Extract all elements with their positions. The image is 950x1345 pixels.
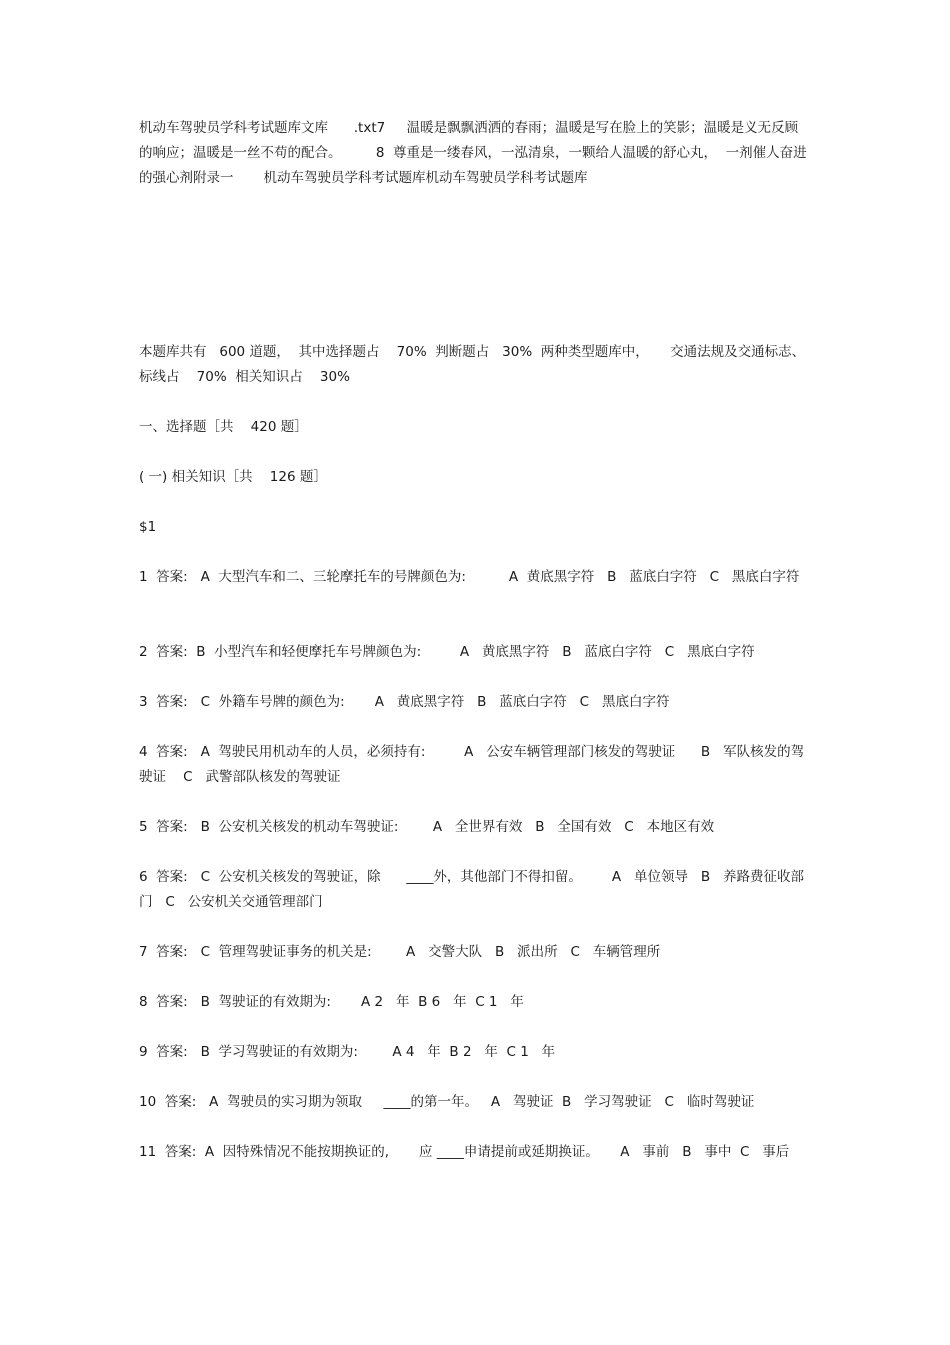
question-item: 6 答案: C 公安机关核发的驾驶证，除 ____外，其他部门不得扣留。 A 单位领导 B 养路费征收部门 C 公安机关交通管理部门 xyxy=(139,869,805,910)
question-item: 8 答案: B 驾驶证的有效期为: A 2 年 B 6 年 C 1 年 xyxy=(139,994,524,1010)
section-heading: 一、选择题［共 420 题］ xyxy=(139,419,308,435)
question-item: 9 答案: B 学习驾驶证的有效期为: A 4 年 B 2 年 C 1 年 xyxy=(139,1044,556,1060)
question-item: 5 答案: B 公安机关核发的机动车驾驶证: A 全世界有效 B 全国有效 C 本地区有效 xyxy=(139,819,715,835)
question-item: 7 答案: C 管理驾驶证事务的机关是: A 交警大队 B 派出所 C 车辆管理所 xyxy=(139,944,661,960)
question-item: 4 答案: A 驾驶民用机动车的人员，必须持有: A 公安车辆管理部门核发的驾驶证 B 军队核发的驾驶证 C 武警部队核发的驾驶证 xyxy=(139,744,805,785)
question-item: 3 答案: C 外籍车号牌的颜色为: A 黄底黑字符 B 蓝底白字符 C 黑底白字符 xyxy=(139,694,670,710)
question-item: 2 答案: B 小型汽车和轻便摩托车号牌颜色为: A 黄底黑字符 B 蓝底白字符 C 黑底白字符 xyxy=(139,644,755,660)
question-item: 11 答案: A 因特殊情况不能按期换证的, 应 ____申请提前或延期换证。 A 事前 B 事中 C 事后 xyxy=(139,1144,790,1160)
question-item: 10 答案: A 驾驶员的实习期为领取 ____的第一年。 A 驾驶证 B 学习驾驶证 C 临时驾驶证 xyxy=(139,1094,755,1110)
subsection-heading: ( 一) 相关知识［共 126 题］ xyxy=(139,469,327,485)
question-item: 1 答案: A 大型汽车和二、三轮摩托车的号牌颜色为: A 黄底黑字符 B 蓝底白字符 C 黑底白字符 xyxy=(139,569,800,585)
intro-paragraph: 机动车驾驶员学科考试题库文库 .txt7 温暖是飘飘洒洒的春雨；温暖是写在脸上的笑影；温暖是义无反顾的响应；温暖是一丝不苟的配合。 8 尊重是一缕春风，一泓清泉，一颗给人温暖的舒心丸， 一剂催人奋进的强心剂附录一 机动车驾驶员学科考试题库机动车驾驶员学科考试题库 xyxy=(139,120,807,186)
summary-paragraph: 本题库共有 600 道题， 其中选择题占 70% 判断题占 30% 两种类型题库中， 交通法规及交通标志、标线占 70% 相关知识占 30% xyxy=(139,344,806,385)
section-marker: $1 xyxy=(139,519,157,535)
